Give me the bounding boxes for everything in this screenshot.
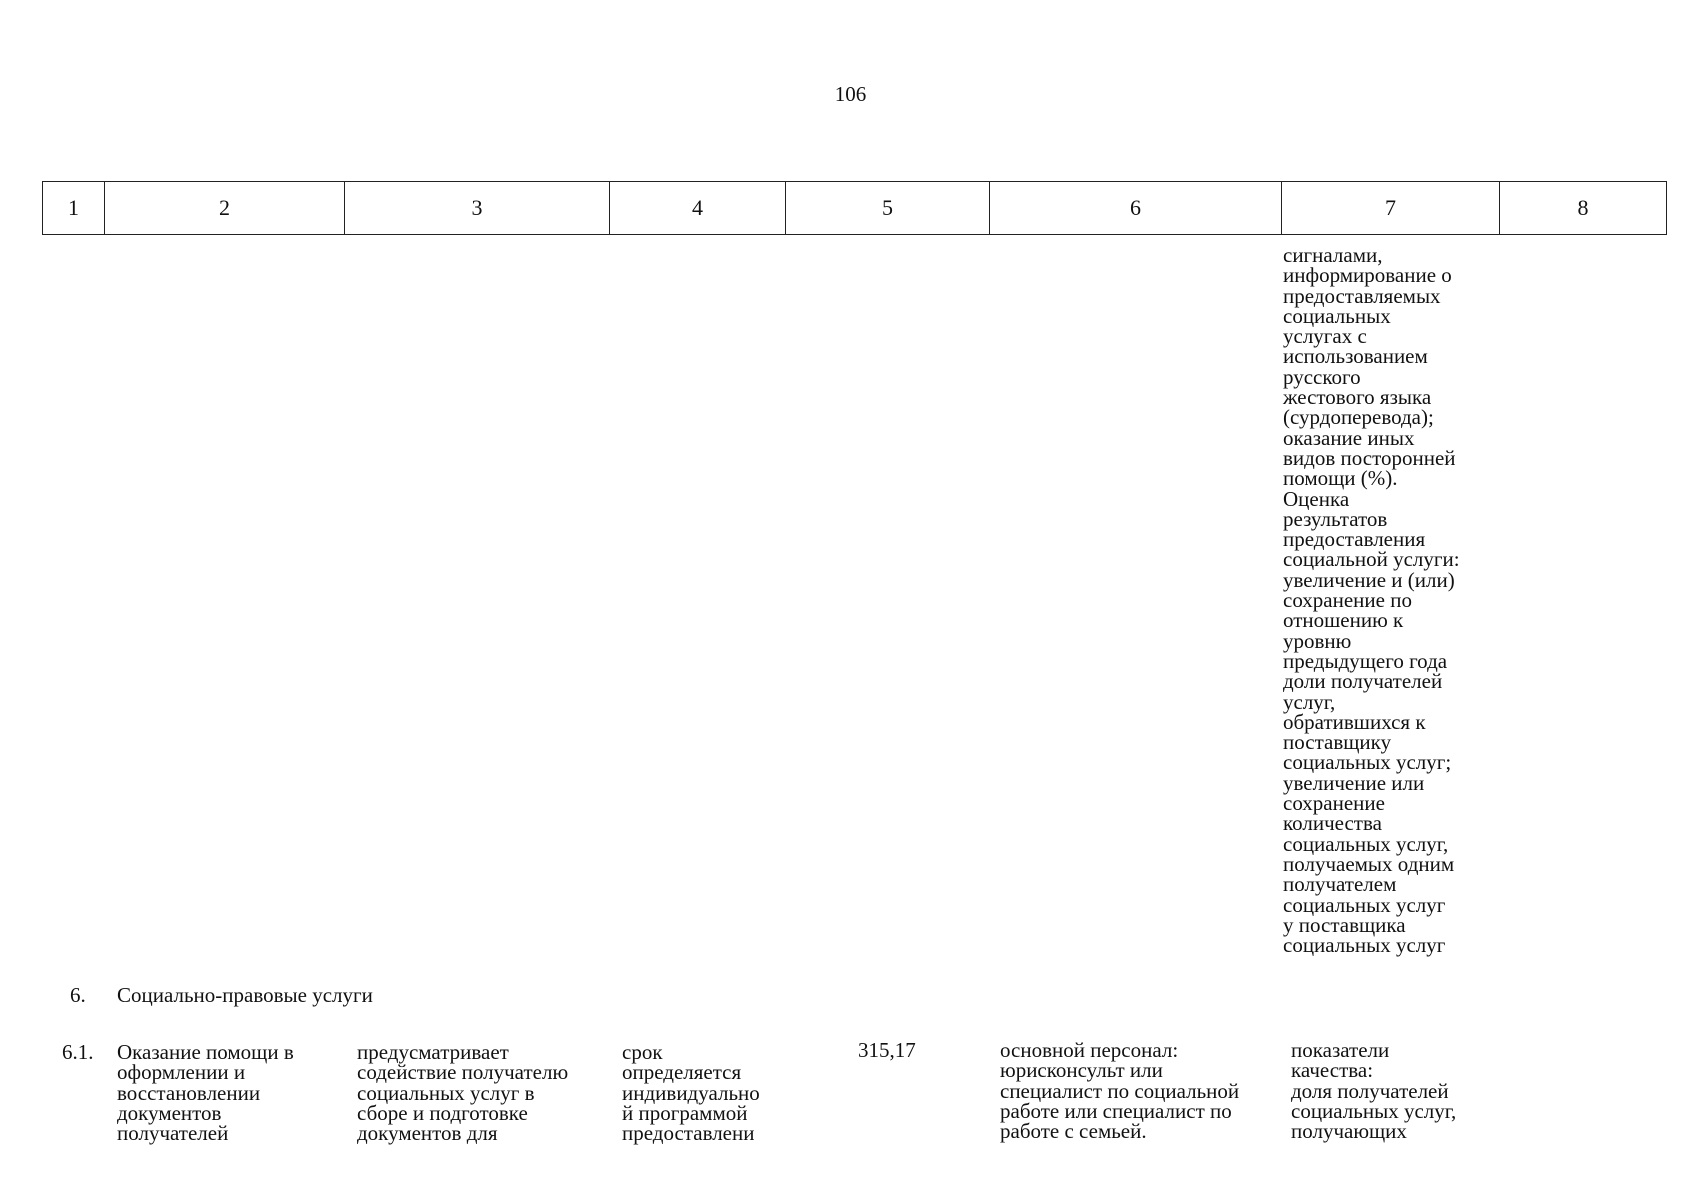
section-title: Социально-правовые услуги: [117, 983, 373, 1007]
column-number-4: 4: [610, 182, 786, 235]
service-name-cell: Оказание помощи в оформлении и восстановлении документов получателей: [117, 1040, 294, 1146]
column-number-1: 1: [43, 182, 105, 235]
staff-cell: основной персонал: юрисконсульт или специалист по социальной работе или специалист по работе с семьей.: [1000, 1038, 1240, 1144]
table-header-row: [42, 181, 1667, 235]
column-number-8: 8: [1500, 182, 1667, 235]
column-number-7: 7: [1282, 182, 1500, 235]
col7-continuation-text: сигналами, информирование о предоставляемых социальных услугах с использованием русского жестового языка (сурдоперевода); оказание иных видов посторонней помощи (%). Оценка результатов предоставления социальной услуги: увеличение и (или) сохранение по отношению к уровню предыдущего года доли получателей услуг, обратившихся к поставщику социальных услуг; увеличение или сохранение количества социальных услуг, получаемых одним получателем социальных услуг у поставщика социальных услуг: [1283, 243, 1460, 958]
service-term-cell: срок определяется индивидуально й программой предоставлени: [622, 1040, 760, 1146]
column-number-6: 6: [990, 182, 1282, 235]
page-number: 106: [834, 82, 867, 106]
column-number-3: 3: [345, 182, 610, 235]
service-description-cell: предусматривает содействие получателю социальных услуг в сборе и подготовке документов для: [357, 1040, 569, 1146]
column-number-5: 5: [786, 182, 990, 235]
tariff-cell: 315,17: [858, 1038, 916, 1062]
column-number-2: 2: [105, 182, 345, 235]
quality-indicators-cell: показатели качества: доля получателей социальных услуг, получающих: [1291, 1038, 1457, 1144]
section-number: 6.: [70, 983, 86, 1007]
row-number: 6.1.: [62, 1040, 94, 1064]
